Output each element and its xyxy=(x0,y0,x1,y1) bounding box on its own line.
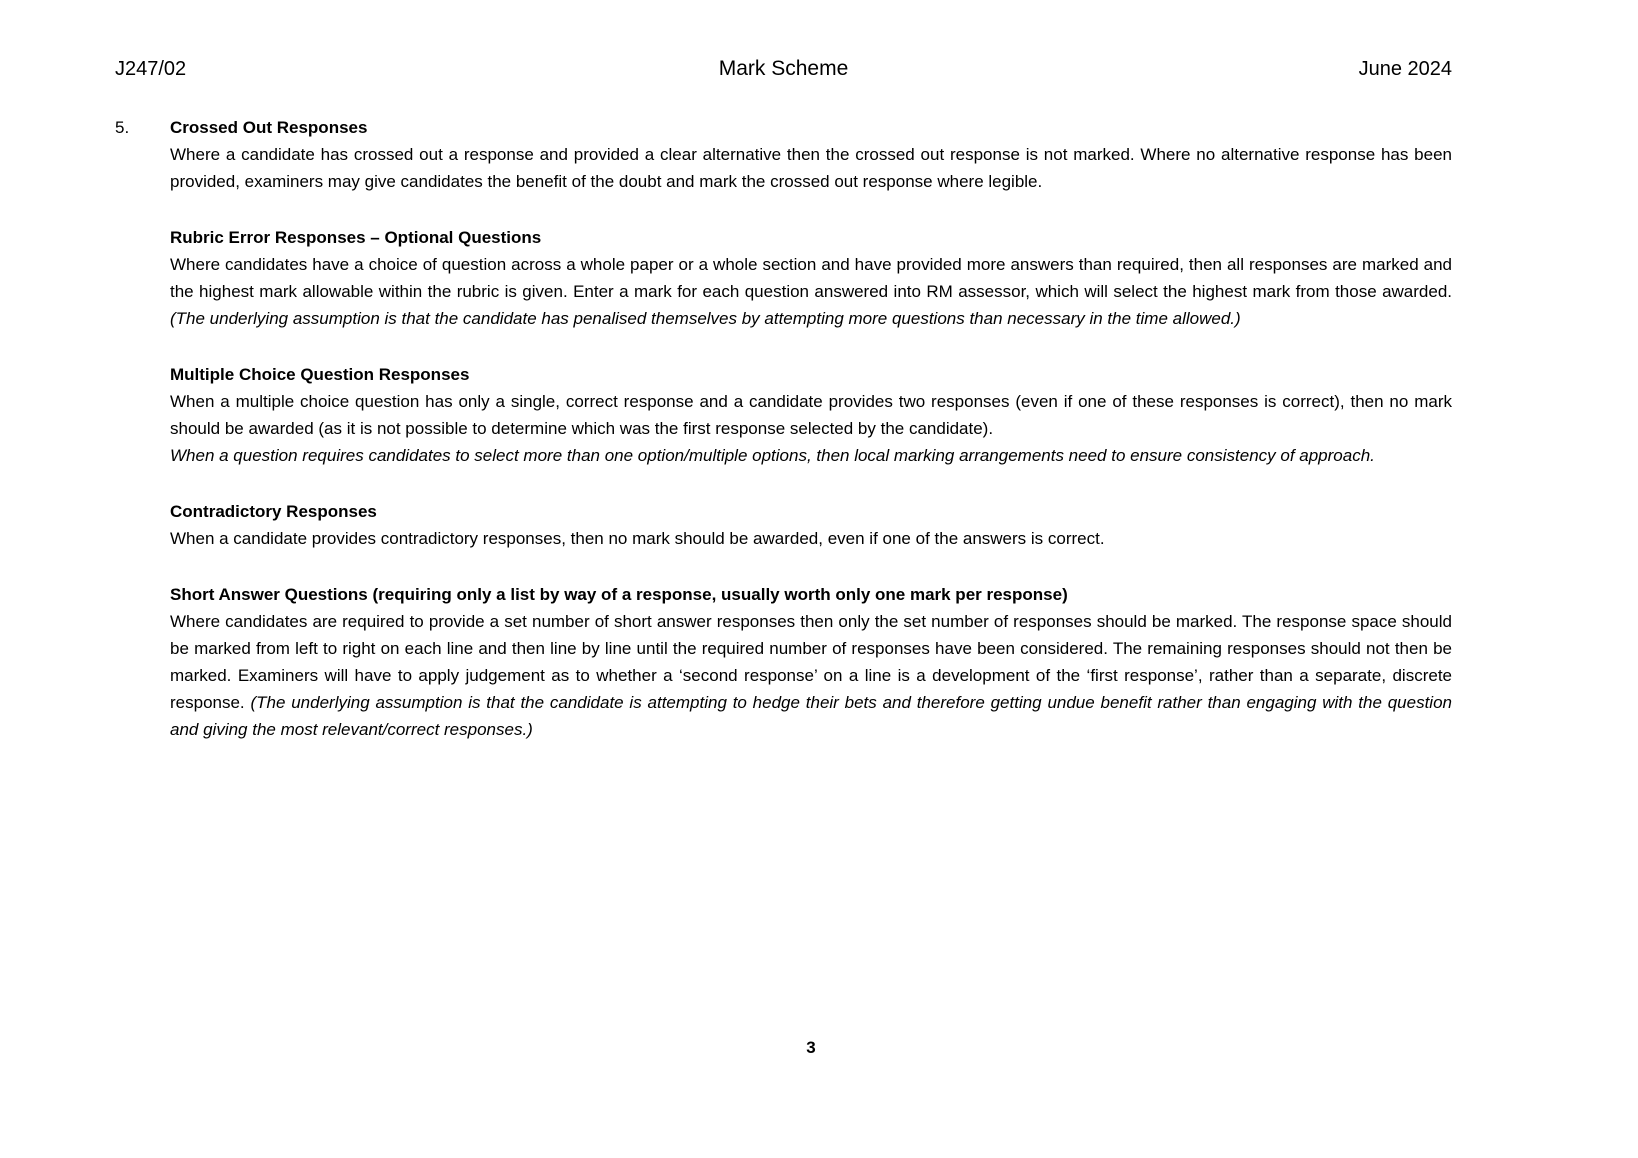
section-paragraph: When a multiple choice question has only a single, correct response and a candidate provides two responses (even if one of these responses is correct), then no mark should be awarded (as it is not possible to determine which was the first response selected by the candidate). xyxy=(170,392,1452,438)
section-heading: Contradictory Responses xyxy=(170,502,377,521)
page-header xyxy=(115,58,1452,86)
paragraph-text-italic: (The underlying assumption is that the candidate has penalised themselves by attempting more questions than necessary in the time allowed.) xyxy=(170,309,1241,328)
header-date: June 2024 xyxy=(1358,58,1452,80)
list-item-content xyxy=(170,114,1452,743)
header-paper-code: J247/02 xyxy=(115,58,187,80)
section-short-answer-questions xyxy=(170,581,1452,743)
page-footer xyxy=(170,1038,1452,1058)
section-rubric-error-responses xyxy=(170,224,1452,332)
section-paragraph: Where a candidate has crossed out a response and provided a clear alternative then the crossed out response is not marked. Where no alternative response has been provided, examiners may give candidates the benefit of the doubt and mark the crossed out response where legible. xyxy=(170,145,1452,191)
section-crossed-out-responses xyxy=(170,114,1452,195)
paragraph-text-italic: (The underlying assumption is that the candidate is attempting to hedge their bets and therefore getting undue benefit rather than engaging with the question and giving the most relevant/correct responses.) xyxy=(170,693,1452,739)
section-heading: Rubric Error Responses – Optional Questions xyxy=(170,228,542,247)
section-contradictory-responses xyxy=(170,498,1452,552)
paragraph-text: Where candidates are required to provide a set number of short answer responses then only the set number of responses should be marked. The response space should be marked from left to right on each line and then line by line until the required number of responses have been considered. The remaining responses should not then be marked. Examiners will have to apply judgement as to whether a ‘second response’ on a line is a development of the ‘first response’, rather than a separate, discrete response. xyxy=(170,612,1452,712)
document-content xyxy=(115,114,1452,743)
list-item-number: 5. xyxy=(115,118,130,137)
section-heading: Crossed Out Responses xyxy=(170,118,368,137)
section-paragraph: When a candidate provides contradictory responses, then no mark should be awarded, even if one of the answers is correct. xyxy=(170,529,1105,548)
section-paragraph-italic: When a question requires candidates to select more than one option/multiple options, then local marking arrangements need to ensure consistency of approach. xyxy=(170,446,1375,465)
header-title: Mark Scheme xyxy=(718,57,849,80)
section-heading: Multiple Choice Question Responses xyxy=(170,365,470,384)
paragraph-text: Where candidates have a choice of question across a whole paper or a whole section and have provided more answers than required, then all responses are marked and the highest mark allowable within the rubric is given. Enter a mark for each question answered into RM assessor, which will select the highest mark from those awarded. xyxy=(170,255,1452,301)
section-heading: Short Answer Questions (requiring only a list by way of a response, usually worth only one mark per response) xyxy=(170,585,1068,604)
page-number: 3 xyxy=(806,1038,816,1057)
section-paragraph xyxy=(170,251,1452,332)
section-multiple-choice-responses xyxy=(170,361,1452,469)
section-paragraph xyxy=(170,608,1452,743)
